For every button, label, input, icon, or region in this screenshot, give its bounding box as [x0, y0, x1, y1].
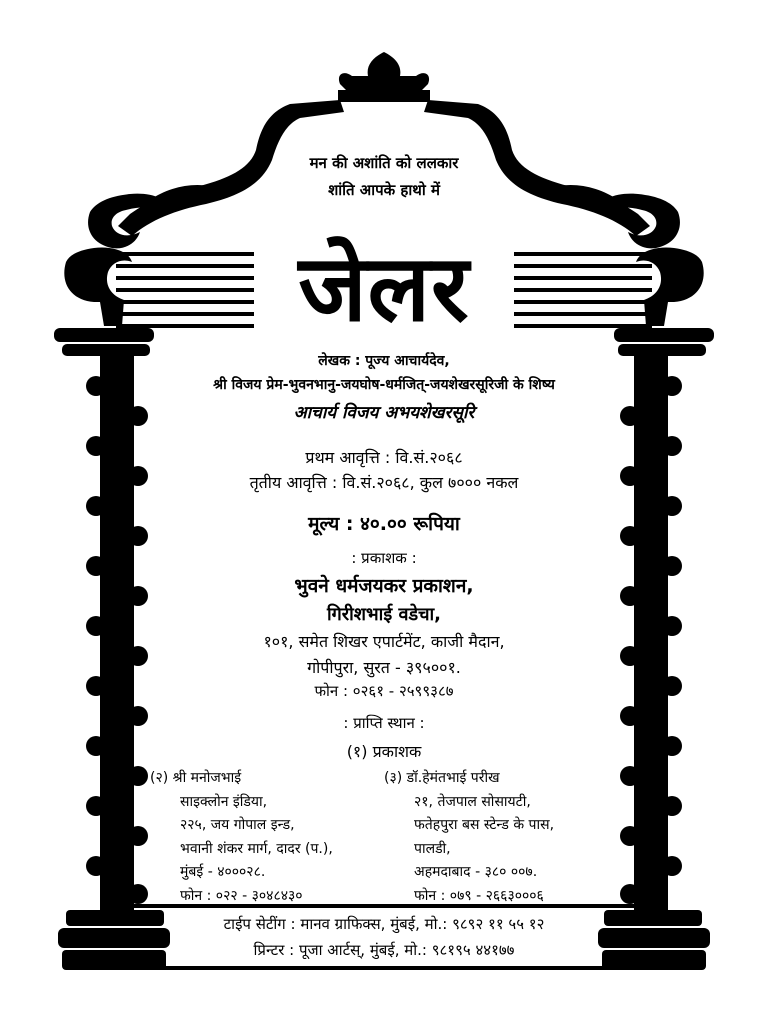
publisher-heading: : प्रकाशक : [351, 549, 417, 567]
availability-item-1: (१) प्रकाशक [346, 742, 422, 761]
crest-ornament [339, 52, 429, 90]
dealer-2-line: साइक्लोन इंडिया, [180, 793, 268, 810]
availability-heading: : प्राप्ति स्थान : [343, 714, 425, 732]
printer-credit: प्रिन्टर : पूजा आर्टस्, मुंबई, मो.: ९८१९५ ४४१७७ [253, 941, 515, 959]
third-edition: तृतीय आवृत्ति : वि.सं.२०६८, कुल ७००० नकल [249, 473, 519, 492]
dealer-3-block [384, 767, 554, 909]
dealer-2-line: मुंबई - ४०००२८. [180, 864, 266, 881]
dealer-3-line: अहमदाबाद - ३८० ००७. [414, 864, 538, 881]
dealer-3-line: फतेहपुरा बस स्टेन्ड के पास, [414, 817, 555, 834]
dealer-3-line: २१, तेजपाल सोसायटी, [414, 793, 531, 810]
dealer-3-line: पालडी, [414, 840, 451, 857]
dealer-3-name: (३) डॉ.हेमंतभाई परीख [384, 770, 500, 786]
publisher-person: गिरीशभाई वडेचा, [326, 604, 442, 625]
author-name: आचार्य विजय अभयशेखरसूरि [293, 403, 475, 423]
typesetting-credit: टाईप सेटींग : मानव ग्राफिक्स, मुंबई, मो.: ९८९२ ११ ५५ १२ [223, 915, 545, 933]
author-line-1: लेखक : पूज्य आचार्यदेव, [318, 353, 450, 369]
publisher-address-1: १०१, समेत शिखर एपार्टमेंट, काजी मैदान, [263, 632, 505, 651]
book-title: जेलर [298, 235, 470, 342]
dealer-2-line: भवानी शंकर मार्ग, दादर (प.), [180, 840, 333, 857]
dealer-2-line: २२५, जय गोपाल इन्ड, [180, 817, 295, 834]
publisher-address-2: गोपीपुरा, सुरत - ३९५००१. [307, 658, 461, 677]
author-line-2: श्री विजय प्रेम-भुवनभानु-जयघोष-धर्मजित्-जयशेखरसूरिजी के शिष्य [213, 377, 555, 393]
dealer-2-block [150, 767, 333, 909]
dealer-2-phone: फोन : ०२२ - ३०४८४३० [180, 887, 303, 904]
crest-base [338, 90, 430, 102]
publisher-name: भुवने धर्मजयकर प्रकाशन, [294, 575, 474, 597]
price: मूल्य : ४०.०० रूपिया [308, 513, 460, 535]
tagline-line-1: मन की अशांति को ललकार [309, 154, 459, 172]
publisher-phone: फोन : ०२६१ - २५९९३८७ [314, 682, 454, 700]
dealer-3-phone: फोन : ०७९ - २६६३०००६ [414, 887, 544, 904]
tagline-line-2: शांति आपके हाथो में [328, 181, 440, 199]
first-edition: प्रथम आवृत्ति : वि.सं.२०६८ [305, 448, 463, 467]
dealer-2-name: (२) श्री मनोजभाई [150, 770, 242, 786]
